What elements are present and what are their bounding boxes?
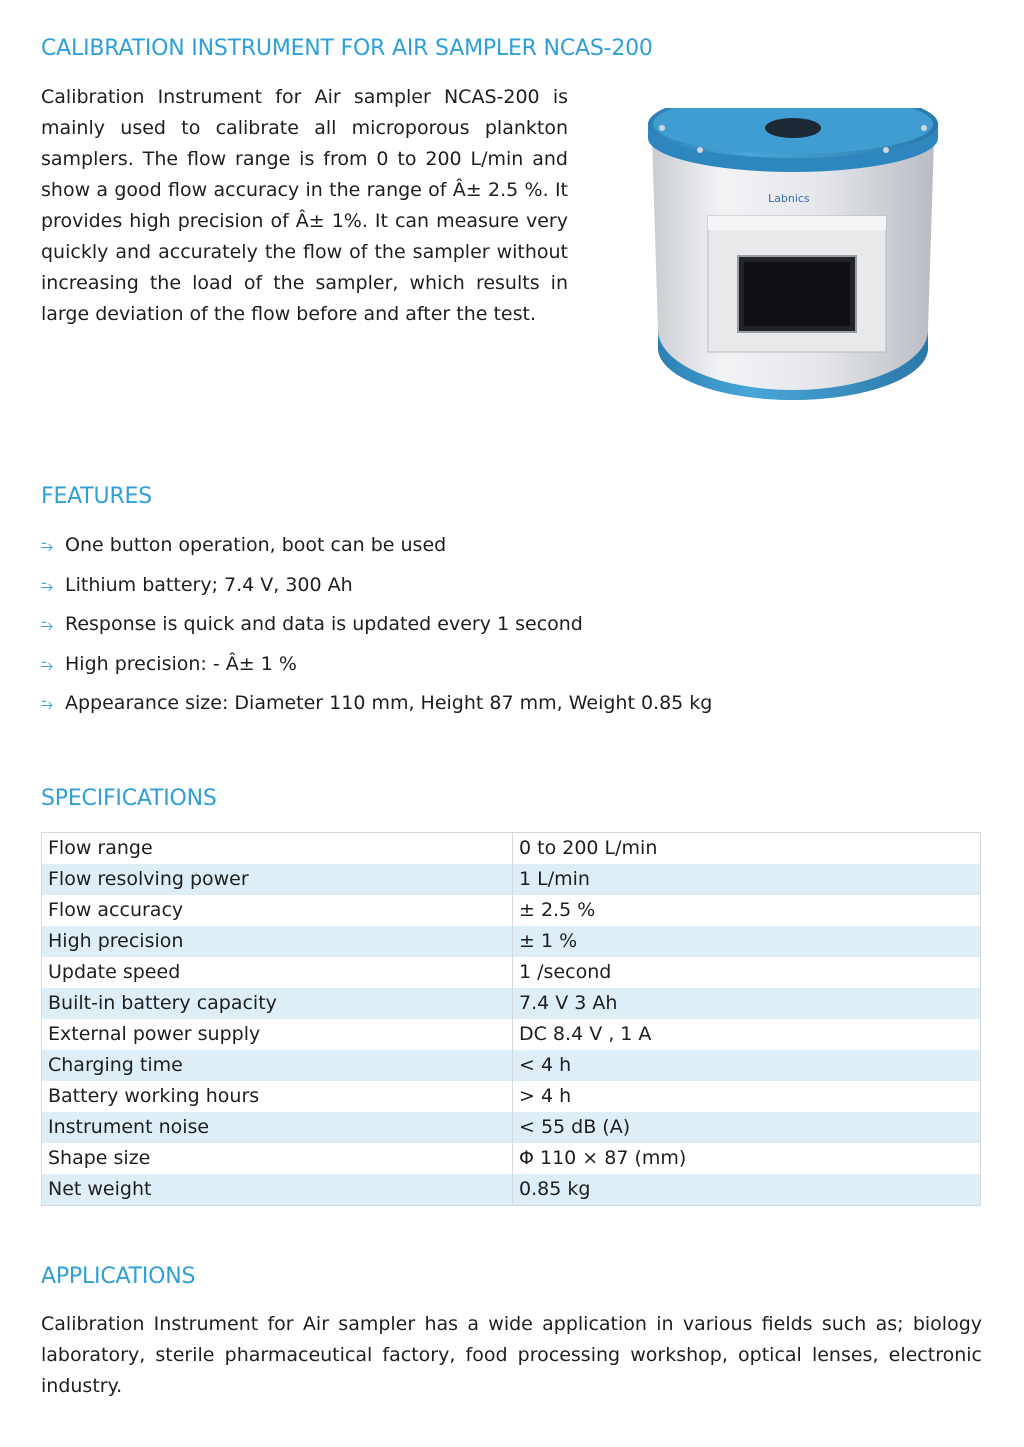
table-row: [42, 895, 981, 926]
spec-value: Φ 110 × 87 (mm): [519, 1147, 687, 1169]
product-photo-icon: [640, 108, 946, 410]
spec-key: Net weight: [42, 1174, 513, 1206]
intro-paragraph: Calibration Instrument for Air sampler NCAS-200 is mainly used to calibrate all microporous plankton samplers. The flow range is from 0 to 200 L/min and show a good flow accuracy in the range of Â± 2.5 %. It provides high precision of Â± 1%. It can measure very quickly and accurately the flow of the sampler without increasing the load of the sampler, which results in large deviation of the flow before and after the test.: [41, 86, 568, 325]
table-row: [42, 1050, 981, 1081]
table-row: [42, 1019, 981, 1050]
spec-key: Charging time: [42, 1050, 513, 1081]
spec-key: Shape size: [42, 1143, 513, 1174]
product-image: [640, 108, 946, 410]
double-arrow-icon: ⥲: [41, 576, 54, 595]
spec-value: 1 /second: [519, 961, 612, 983]
table-row: [42, 1081, 981, 1112]
spec-key: Flow resolving power: [42, 864, 513, 895]
specifications-heading: SPECIFICATIONS: [41, 786, 217, 811]
list-item: [41, 528, 712, 568]
feature-text: High precision: - Â± 1 %: [65, 652, 297, 675]
svg-text:Labnics: Labnics: [768, 192, 810, 205]
list-item: [41, 686, 712, 726]
spec-value: < 55 dB (A): [513, 1112, 981, 1143]
double-arrow-icon: ⥲: [41, 537, 54, 555]
spec-value: < 4 h: [513, 1050, 981, 1081]
double-arrow-icon: ⥲: [41, 655, 54, 674]
spec-key: Built-in battery capacity: [42, 988, 513, 1019]
spec-value: 0.85 kg: [513, 1174, 981, 1206]
page-title: CALIBRATION INSTRUMENT FOR AIR SAMPLER NCAS-200: [41, 36, 653, 61]
spec-value: 0 to 200 L/min: [519, 837, 658, 859]
spec-key: Flow range: [42, 833, 513, 865]
features-heading: FEATURES: [41, 484, 152, 509]
spec-key: Update speed: [42, 957, 513, 988]
feature-text: One button operation, boot can be used: [65, 534, 447, 556]
spec-key: Instrument noise: [42, 1112, 513, 1143]
spec-value: ± 1 %: [513, 926, 981, 957]
spec-value: 1 L/min: [513, 864, 981, 895]
spec-value: DC 8.4 V , 1 A: [519, 1023, 652, 1045]
applications-heading: APPLICATIONS: [41, 1264, 196, 1289]
table-row: [42, 1112, 981, 1143]
spec-value: 7.4 V 3 Ah: [513, 988, 981, 1019]
spec-key: High precision: [42, 926, 513, 957]
list-item: [41, 607, 712, 647]
applications-paragraph: Calibration Instrument for Air sampler has a wide application in various fields such as; biology laboratory, sterile pharmaceutical factory, food processing workshop, optical lenses, electronic industry.: [41, 1313, 982, 1397]
spec-key: Flow accuracy: [42, 895, 513, 926]
features-list: [41, 528, 712, 726]
table-row: [42, 833, 981, 865]
list-item: [41, 647, 712, 687]
double-arrow-icon: ⥲: [41, 616, 54, 634]
spec-key: Battery working hours: [42, 1081, 513, 1112]
table-row: [42, 1143, 981, 1174]
spec-value: > 4 h: [519, 1085, 572, 1107]
table-row: [42, 957, 981, 988]
list-item: [41, 568, 712, 608]
table-row: [42, 864, 981, 895]
table-row: [42, 1174, 981, 1206]
double-arrow-icon: ⥲: [41, 695, 54, 713]
spec-key: External power supply: [42, 1019, 513, 1050]
feature-text: Response is quick and data is updated every 1 second: [65, 613, 583, 635]
table-row: [42, 926, 981, 957]
feature-text: Appearance size: Diameter 110 mm, Height 87 mm, Weight 0.85 kg: [65, 692, 713, 714]
specifications-table: [41, 832, 981, 1206]
feature-text: Lithium battery; 7.4 V, 300 Ah: [65, 573, 353, 596]
table-row: [42, 988, 981, 1019]
spec-value: ± 2.5 %: [519, 899, 596, 921]
